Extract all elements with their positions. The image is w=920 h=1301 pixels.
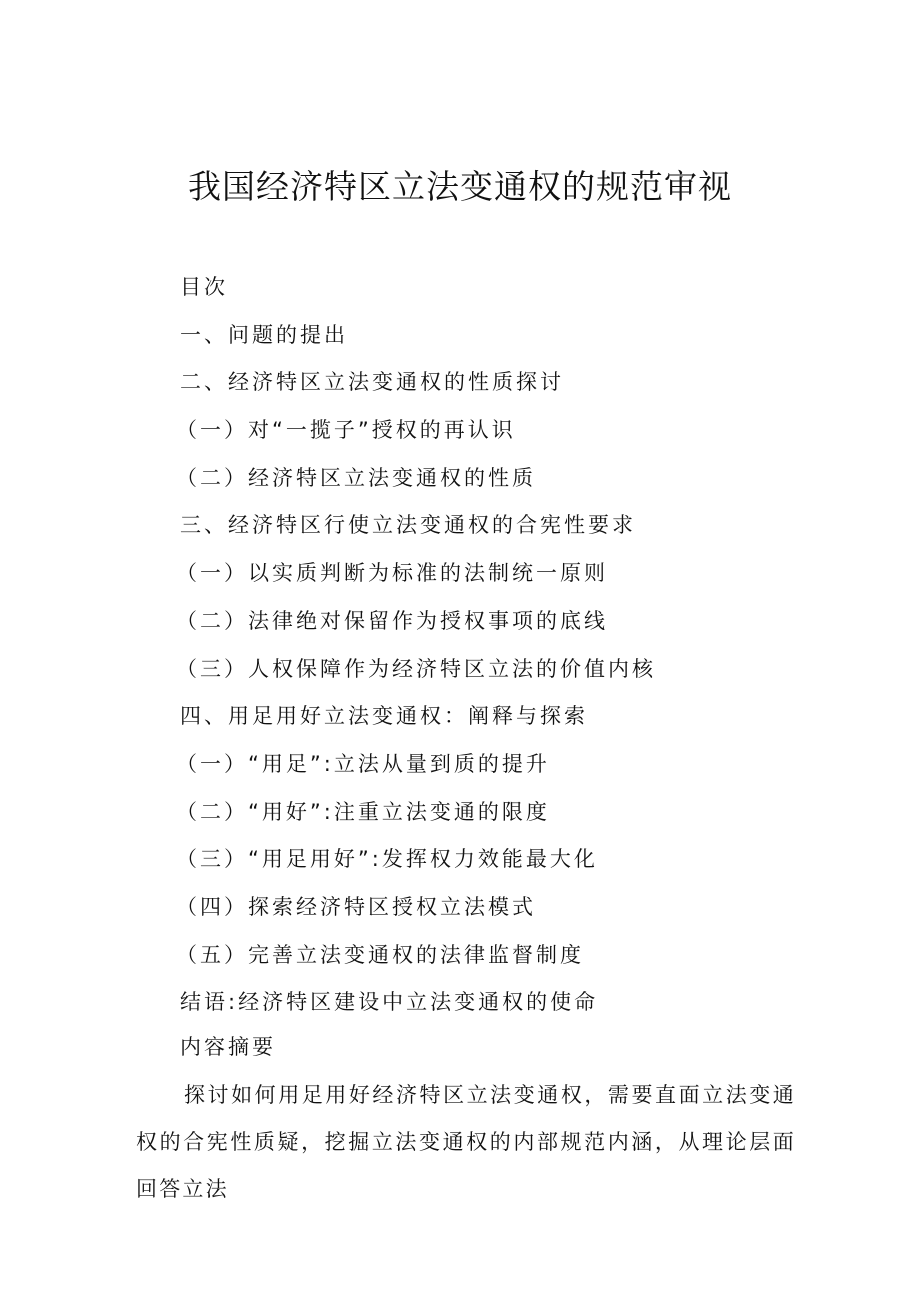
toc-line: （一）对“一揽子”授权的再认识 (176, 418, 516, 443)
toc-line: （三）“用足用好”:发挥权力效能最大化 (176, 847, 598, 872)
toc-line: （五）完善立法变通权的法律监督制度 (176, 942, 584, 967)
toc-line: （二）法律绝对保留作为授权事项的底线 (176, 608, 608, 633)
toc-line: （二）经济特区立法变通权的性质 (176, 465, 536, 490)
toc-line: （三）人权保障作为经济特区立法的价值内核 (176, 656, 656, 681)
toc-line: （一）“用足”:立法从量到质的提升 (176, 751, 550, 776)
document-title: 我国经济特区立法变通权的规范审视 (188, 167, 732, 206)
toc-line: 二、经济特区立法变通权的性质探讨 (180, 370, 564, 395)
toc-line: 一、问题的提出 (180, 322, 348, 347)
toc-line: 结语:经济特区建设中立法变通权的使命 (180, 990, 599, 1015)
toc-line: （一）以实质判断为标准的法制统一原则 (176, 561, 608, 586)
toc-line: （二）“用好”:注重立法变通的限度 (176, 799, 550, 824)
toc-line: 三、经济特区行使立法变通权的合宪性要求 (180, 513, 636, 538)
toc-line: 目次 (180, 275, 228, 299)
abstract-paragraph: 探讨如何用足用好经济特区立法变通权，需要直面立法变通权的合宪性质疑，挖掘立法变通权的内部规范内涵，从理论层面回答立法 (136, 1083, 796, 1201)
table-of-contents (176, 264, 860, 1027)
abstract-heading: 内容摘要 (180, 1035, 276, 1059)
toc-line: 四、用足用好立法变通权：阐释与探索 (180, 704, 588, 729)
toc-line: （四）探索经济特区授权立法模式 (176, 894, 536, 919)
